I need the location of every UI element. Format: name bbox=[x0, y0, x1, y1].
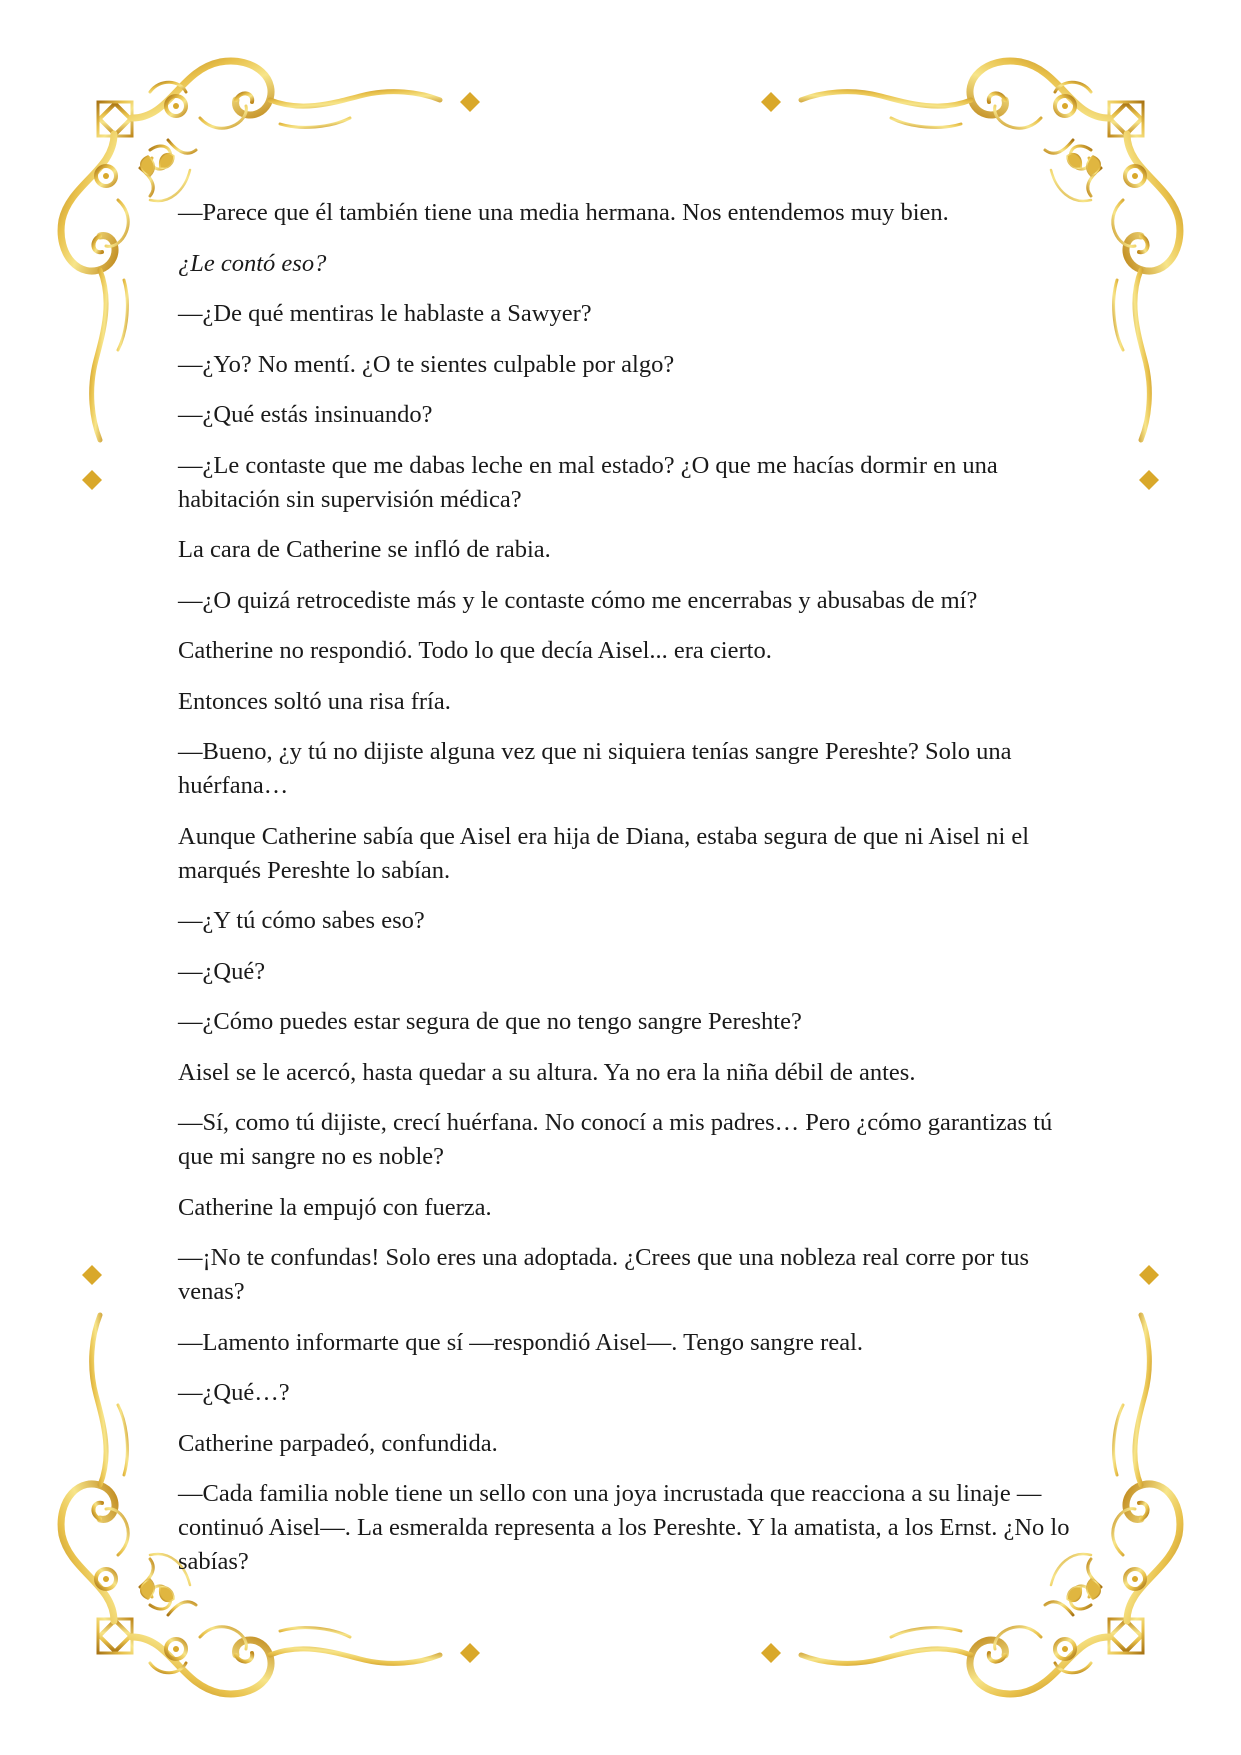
paragraph: —¿Yo? No mentí. ¿O te sientes culpable por algo? bbox=[178, 350, 675, 378]
paragraph: La cara de Catherine se infló de rabia. bbox=[178, 536, 551, 563]
paragraph: Entonces soltó una risa fría. bbox=[178, 687, 451, 715]
paragraph: —Parece que él también tiene una media hermana. Nos entendemos muy bien. bbox=[178, 199, 949, 226]
paragraph: —¿Y tú cómo sabes eso? bbox=[178, 907, 425, 934]
paragraph: Catherine la empujó con fuerza. bbox=[178, 1193, 492, 1221]
paragraph: —Lamento informarte que sí —respondió Aisel—. Tengo sangre real. bbox=[178, 1328, 864, 1356]
paragraph: Aisel se le acercó, hasta quedar a su altura. Ya no era la niña débil de antes. bbox=[178, 1058, 916, 1086]
paragraph: —¿De qué mentiras le hablaste a Sawyer? bbox=[178, 300, 592, 327]
paragraph: —¿Cómo puedes estar segura de que no tengo sangre Pereshte? bbox=[178, 1008, 802, 1035]
paragraph: —¿O quizá retrocediste más y le contaste cómo me encerrabas y abusabas de mí? bbox=[178, 586, 978, 614]
paragraph: —¡No te confundas! Solo eres una adoptada. ¿Crees que una nobleza real corre por tus venas? bbox=[178, 1244, 1030, 1305]
paragraph: —Sí, como tú dijiste, crecí huérfana. No conocí a mis padres… Pero ¿cómo garantizas tú que mi sangre no es noble? bbox=[178, 1109, 1053, 1170]
paragraph: Catherine parpadeó, confundida. bbox=[178, 1429, 498, 1457]
paragraph: —¿Le contaste que me dabas leche en mal estado? ¿O que me hacías dormir en una habitación sin supervisión médica? bbox=[178, 451, 998, 513]
paragraph: —¿Qué…? bbox=[178, 1379, 290, 1406]
paragraph: Aunque Catherine sabía que Aisel era hija de Diana, estaba segura de que ni Aisel ni el marqués Pereshte lo sabían. bbox=[178, 822, 1030, 884]
story-text bbox=[178, 196, 1078, 1596]
paragraph: —Bueno, ¿y tú no dijiste alguna vez que ni siquiera tenías sangre Pereshte? Solo una huérfana… bbox=[178, 738, 1012, 799]
paragraph: —Cada familia noble tiene un sello con una joya incrustada que reacciona a su linaje —continuó Aisel—. La esmeralda representa a los Pereshte. Y la amatista, a los Ernst. ¿No lo sabías? bbox=[178, 1480, 1070, 1575]
paragraph: —¿Qué estás insinuando? bbox=[178, 401, 433, 428]
paragraph: —¿Qué? bbox=[178, 957, 266, 985]
paragraph: Catherine no respondió. Todo lo que decía Aisel... era cierto. bbox=[178, 637, 772, 664]
paragraph: ¿Le contó eso? bbox=[178, 249, 327, 277]
